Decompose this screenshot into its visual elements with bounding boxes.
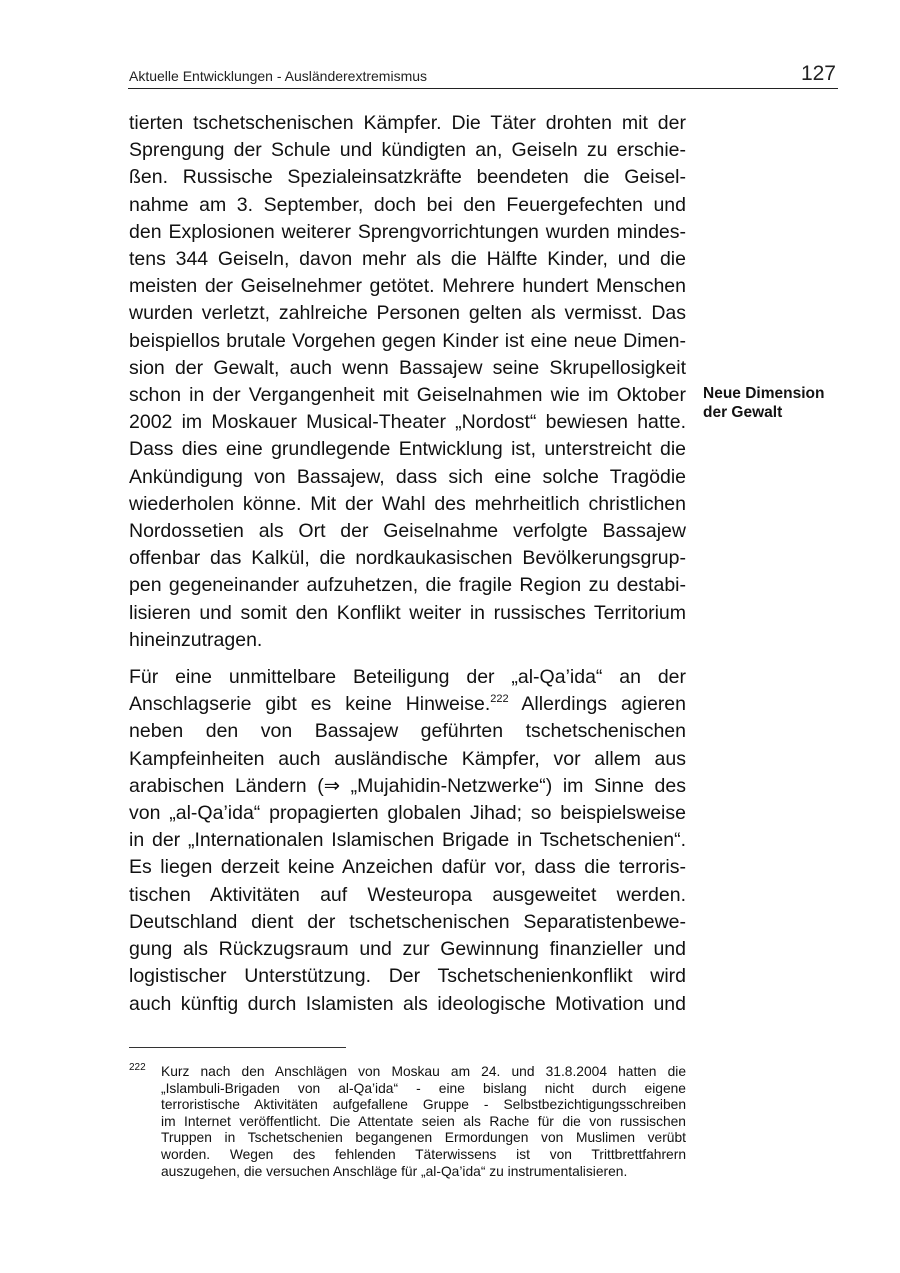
text-line-with-footnote-ref (129, 691, 686, 718)
header-title: Aktuelle Entwicklungen - Ausländerextremismus (129, 68, 428, 84)
text-line: wurden verletzt, zahlreiche Personen gelten als vermisst. Das (129, 302, 686, 325)
text-line: Dass dies eine grundlegende Entwicklung ist, unterstreicht die (129, 438, 686, 461)
text-line: Kampfeinheiten auch ausländische Kämpfer, vor allem aus (129, 747, 686, 770)
text-line: gung als Rückzugsraum und zur Gewinnung finanzieller und (129, 938, 686, 961)
text-line: meisten der Geiselnehmer getötet. Mehrere hundert Menschen (129, 275, 686, 298)
text-line: tens 344 Geiseln, davon mehr als die Hälfte Kinder, und die (129, 248, 686, 271)
text-line: tierten tschetschenischen Kämpfer. Die Täter drohten mit der (129, 112, 686, 134)
footnote-line: terroristische Aktivitäten aufgefallene Gruppe - Selbstbezichtigungsschreiben (161, 1097, 686, 1113)
text-line: hineinzutragen. (129, 628, 263, 651)
text-line: beispiellos brutale Vorgehen gegen Kinder ist eine neue Dimen- (129, 329, 686, 352)
footnote-reference[interactable]: 222 (490, 692, 509, 705)
text-line: auch künftig durch Islamisten als ideologische Motivation und (129, 992, 686, 1015)
footnote (129, 1064, 686, 1180)
text-line: wiederholen könne. Mit der Wahl des mehrheitlich christlichen (129, 492, 686, 515)
paragraph-2 (129, 664, 686, 1018)
footnote-divider (129, 1047, 346, 1048)
text-line: nahme am 3. September, doch bei den Feuergefechten und (129, 193, 686, 216)
footnote-line: im Internet veröffentlicht. Die Attentate seien als Rache für die von russischen (161, 1113, 686, 1129)
footnote-line: auszugehen, die versuchen Anschläge für „al-Qa’ida“ zu instrumentalisieren. (161, 1163, 628, 1179)
text-line: pen gegeneinander aufzuhetzen, die fragile Region zu destabi- (129, 574, 686, 597)
text-line: tischen Aktivitäten auf Westeuropa ausgeweitet werden. (129, 883, 686, 906)
main-text (129, 110, 686, 1028)
text-line: 2002 im Moskauer Musical-Theater „Nordost“ bewiesen hatte. (129, 411, 686, 434)
text-line: Es liegen derzeit keine Anzeichen dafür vor, dass die terroris- (129, 856, 686, 879)
footnote-text (161, 1064, 686, 1180)
margin-note (703, 384, 853, 422)
margin-note-line: Neue Dimension (703, 385, 825, 402)
text-line: sion der Gewalt, auch wenn Bassajew seine Skrupellosigkeit (129, 356, 686, 379)
text-line: arabischen Ländern (⇒ „Mujahidin-Netzwerke“) im Sinne des (129, 774, 686, 797)
footnote-line: Kurz nach den Anschlägen von Moskau am 24. und 31.8.2004 hatten die (161, 1064, 686, 1079)
running-header (128, 62, 838, 89)
paragraph-1 (129, 110, 686, 654)
text-line: Nordossetien als Ort der Geiselnahme verfolgte Bassajew (129, 520, 686, 543)
page-number: 127 (800, 62, 836, 85)
text-line: Ankündigung von Bassajew, dass sich eine solche Tragödie (129, 465, 686, 488)
text-fragment: Anschlagserie gibt es keine Hinweise. (129, 693, 491, 716)
text-line: logistischer Unterstützung. Der Tschetschenienkonflikt wird (129, 965, 686, 988)
text-line: Für eine unmittelbare Beteiligung der „al-Qa’ida“ an der (129, 666, 686, 689)
text-line: offenbar das Kalkül, die nordkaukasischen Bevölkerungsgrup- (129, 547, 686, 570)
text-line: Sprengung der Schule und kündigten an, Geiseln zu erschie- (129, 139, 686, 162)
text-line: schon in der Vergangenheit mit Geiselnahmen wie im Oktober (129, 384, 686, 407)
text-line: ßen. Russische Spezialeinsatzkräfte beendeten die Geisel- (129, 166, 686, 189)
text-line: Deutschland dient der tschetschenischen Separatistenbewe- (129, 910, 686, 933)
footnote-number: 222 (129, 1062, 146, 1073)
text-line: den Explosionen weiterer Sprengvorrichtungen wurden mindes- (129, 220, 686, 243)
text-line: von „al-Qa’ida“ propagierten globalen Jihad; so beispielsweise (129, 802, 686, 825)
footnote-line: worden. Wegen des fehlenden Täterwissens ist von Trittbrettfahrern (161, 1146, 686, 1162)
margin-note-line: der Gewalt (703, 404, 783, 421)
text-line: in der „Internationalen Islamischen Brigade in Tschetschenien“. (129, 829, 686, 852)
footnote-line: „Islambuli-Brigaden von al-Qa’ida“ - eine bislang nicht durch eigene (161, 1080, 686, 1096)
text-line: neben den von Bassajew geführten tschetschenischen (129, 720, 686, 743)
text-fragment: Allerdings agieren (508, 693, 686, 716)
footnote-line: Truppen in Tschetschenien begangenen Ermordungen von Muslimen verübt (161, 1130, 686, 1146)
text-line: lisieren und somit den Konflikt weiter in russisches Territorium (129, 601, 686, 624)
